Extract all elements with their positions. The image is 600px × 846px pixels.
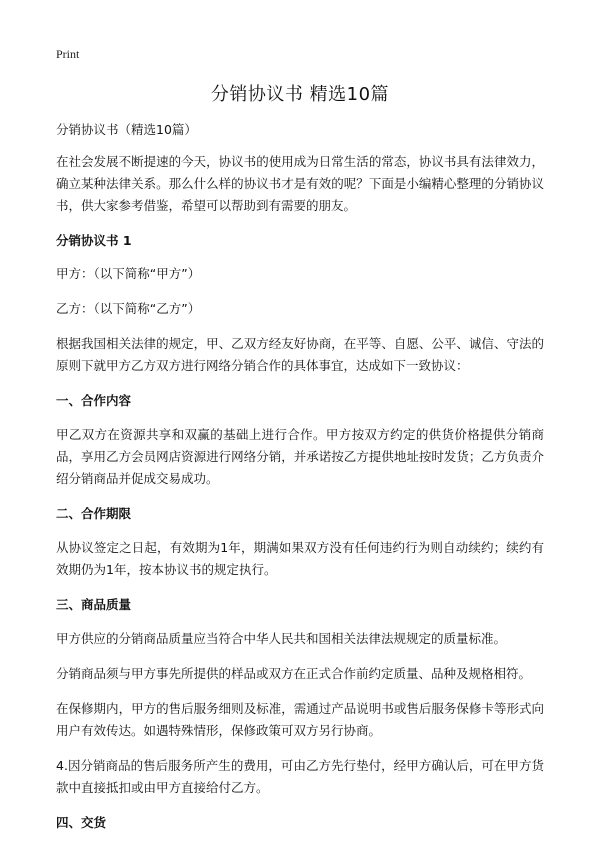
preamble-paragraph: 根据我国相关法律的规定，甲、乙双方经友好协商，在平等、自愿、公平、诚信、守法的原则下就甲方乙方双方进行网络分销合作的具体事宜，达成如下一致协议： [56,336,544,373]
party-a-line: 甲方：（以下简称“甲方”） [56,266,201,281]
party-b-line: 乙方：（以下简称“乙方”） [56,301,201,316]
print-link[interactable]: Print [56,47,80,61]
section-paragraph: 在保修期内，甲方的售后服务细则及标准，需通过产品说明书或售后服务保修卡等形式向用户有效传达。如遇特殊情形，保修政策可双方另行协商。 [56,701,544,738]
section-paragraph: 从协议签定之日起，有效期为1年，期满如果双方没有任何违约行为则自动续约；续约有效期仍为1年，按本协议书的规定执行。 [56,540,544,577]
document-subtitle: 分销协议书（精选10篇） [56,122,197,137]
section-heading-quality: 三、商品质量 [56,597,132,612]
page-title: 分销协议书 精选10篇 [210,84,390,105]
section-heading-cooperation: 一、合作内容 [56,393,132,408]
section-heading-term: 二、合作期限 [56,506,132,521]
document-body [56,119,544,846]
section-paragraph: 甲乙双方在资源共享和双赢的基础上进行合作。甲方按双方约定的供货价格提供分销商品，享用乙方会员网店资源进行网络分销，并承诺按乙方提供地址按时发货；乙方负责介绍分销商品并促成交易成功。 [56,427,544,486]
section-paragraph: 分销商品须与甲方事先所提供的样品或双方在正式合作前约定质量、品种及规格相符。 [56,666,532,681]
agreement-heading: 分销协议书 1 [56,233,132,248]
intro-paragraph: 在社会发展不断提速的今天，协议书的使用成为日常生活的常态，协议书具有法律效力，确立某种法律关系。那么什么样的协议书才是有效的呢？下面是小编精心整理的分销协议书，供大家参考借鉴，希望可以帮助到有需要的朋友。 [56,154,544,213]
section-paragraph: 甲方供应的分销商品质量应当符合中华人民共和国相关法律法规规定的质量标准。 [56,631,507,646]
section-heading-delivery: 四、交货 [56,815,107,830]
section-paragraph: 4.因分销商品的售后服务所产生的费用，可由乙方先行垫付，经甲方确认后，可在甲方货款中直接抵扣或由甲方直接给付乙方。 [56,758,544,795]
